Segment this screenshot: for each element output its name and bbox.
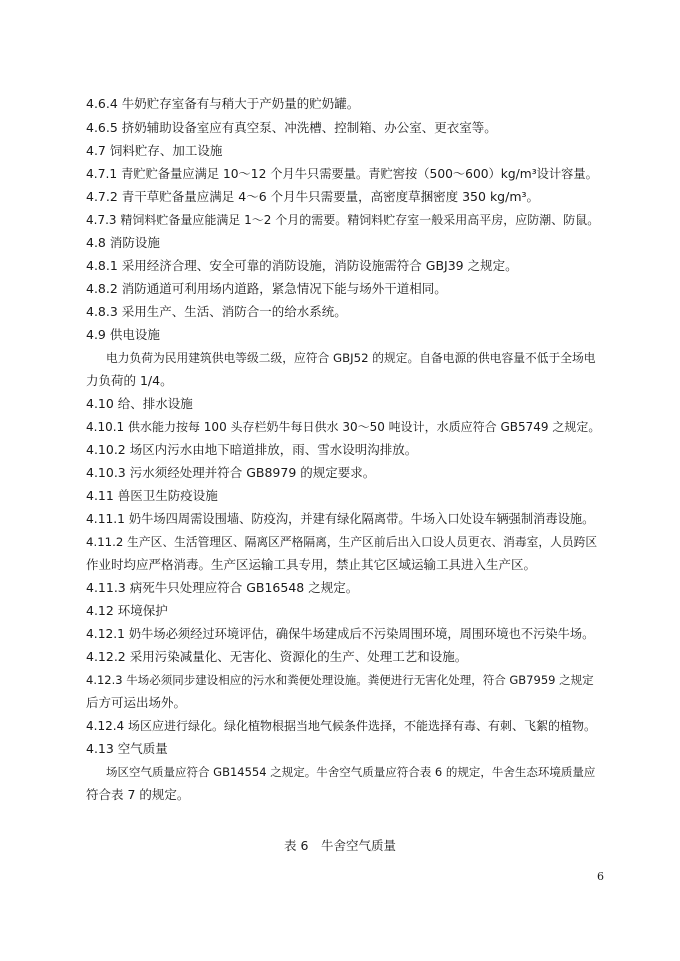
section-heading-4-7: 4.7 饲料贮存、加工设施 xyxy=(86,143,223,158)
clause-4-12-4: 4.12.4 场区应进行绿化。绿化植物根据当地气候条件选择，不能选择有毒、有刺、飞絮的植物。 xyxy=(86,719,596,733)
clause-4-12-1: 4.12.1 奶牛场必须经过环境评估，确保牛场建成后不污染周围环境，周围环境也不污染牛场。 xyxy=(86,627,595,641)
clause-4-7-3: 4.7.3 精饲料贮备量应能满足 1～2 个月的需要。精饲料贮存室一般采用高平房，应防潮、防鼠。 xyxy=(86,213,600,227)
clause-4-12-2: 4.12.2 采用污染减量化、无害化、资源化的生产、处理工艺和设施。 xyxy=(86,649,468,664)
clause-4-8-3: 4.8.3 采用生产、生活、消防合一的给水系统。 xyxy=(86,304,347,319)
section-heading-4-10: 4.10 给、排水设施 xyxy=(86,396,193,411)
clause-4-10-2: 4.10.2 场区内污水由地下暗道排放，雨、雪水设明沟排放。 xyxy=(86,442,418,457)
paragraph-power-line1: 电力负荷为民用建筑供电等级二级，应符合 GBJ52 的规定。自备电源的供电容量不低于全场电 xyxy=(106,351,596,365)
paragraph-air-line2: 符合表 7 的规定。 xyxy=(86,787,190,802)
clause-4-11-1: 4.11.1 奶牛场四周需设围墙、防疫沟，并建有绿化隔离带。牛场入口处设车辆强制消毒设施。 xyxy=(86,512,595,526)
clause-4-12-3-line1: 4.12.3 牛场必须同步建设相应的污水和粪便处理设施。粪便进行无害化处理，符合 GB7959 之规定 xyxy=(86,673,594,687)
clause-4-10-1: 4.10.1 供水能力按每 100 头存栏奶牛每日供水 30～50 吨设计，水质应符合 GB5749 之规定。 xyxy=(86,420,601,434)
clause-4-8-1: 4.8.1 采用经济合理、安全可靠的消防设施，消防设施需符合 GBJ39 之规定。 xyxy=(86,258,518,273)
clause-4-6-5: 4.6.5 挤奶辅助设备室应有真空泵、冲洗槽、控制箱、办公室、更衣室等。 xyxy=(86,120,497,135)
section-heading-4-12: 4.12 环境保护 xyxy=(86,603,168,618)
clause-4-11-2-line2: 作业时均应严格消毒。生产区运输工具专用，禁止其它区域运输工具进入生产区。 xyxy=(86,557,537,572)
section-heading-4-13: 4.13 空气质量 xyxy=(86,741,168,756)
clause-4-7-2: 4.7.2 青干草贮备量应满足 4～6 个月牛只需要量，高密度草捆密度 350 kg/m³。 xyxy=(86,189,540,204)
clause-4-10-3: 4.10.3 污水须经处理并符合 GB8979 的规定要求。 xyxy=(86,465,376,480)
section-heading-4-11: 4.11 兽医卫生防疫设施 xyxy=(86,488,218,503)
table-caption: 表 6 牛舍空气质量 xyxy=(284,838,396,853)
clause-4-12-3-line2: 后方可运出场外。 xyxy=(86,695,187,710)
clause-4-6-4: 4.6.4 牛奶贮存室备有与稍大于产奶量的贮奶罐。 xyxy=(86,96,360,111)
paragraph-power-line2: 力负荷的 1/4。 xyxy=(86,373,173,388)
clause-4-8-2: 4.8.2 消防通道可利用场内道路，紧急情况下能与场外干道相同。 xyxy=(86,281,447,296)
clause-4-11-3: 4.11.3 病死牛只处理应符合 GB16548 之规定。 xyxy=(86,580,359,595)
clause-4-11-2-line1: 4.11.2 生产区、生活管理区、隔离区严格隔离，生产区前后出入口设人员更衣、消毒室，人员跨区 xyxy=(86,535,598,549)
clause-4-7-1: 4.7.1 青贮贮备量应满足 10～12 个月牛只需要量。青贮窖按（500～600）kg/m³设计容量。 xyxy=(86,167,598,181)
section-heading-4-9: 4.9 供电设施 xyxy=(86,327,160,342)
section-heading-4-8: 4.8 消防设施 xyxy=(86,235,160,250)
page-number: 6 xyxy=(597,870,604,883)
paragraph-air-line1: 场区空气质量应符合 GB14554 之规定。牛舍空气质量应符合表 6 的规定，牛舍生态环境质量应 xyxy=(106,765,596,779)
